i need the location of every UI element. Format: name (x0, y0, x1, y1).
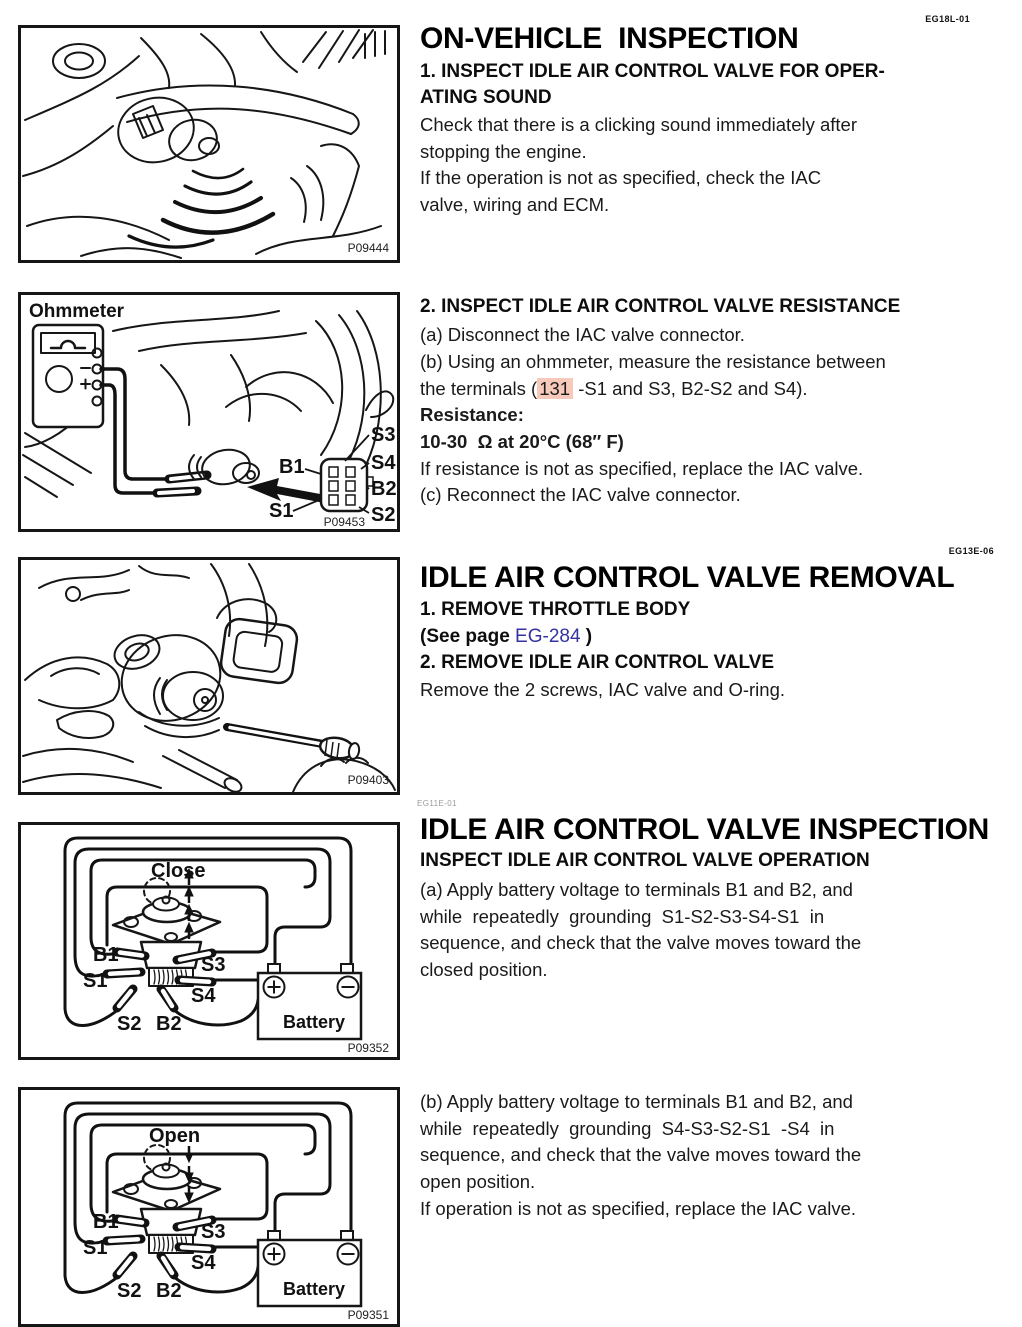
valve-removal-illustration (21, 560, 397, 792)
terminal-label-b1: B1 (93, 944, 119, 966)
terminal-label-b2: B2 (156, 1013, 182, 1035)
valve-direction-label: Close (151, 860, 206, 882)
terminal-label-b1: B1 (279, 456, 305, 478)
sound-waves-icon (129, 169, 273, 247)
terminal-label-s2: S2 (117, 1280, 142, 1302)
body-text: Check that there is a clicking sound immediately after stopping the engine. If the operation is not as specified, check the IAC valve, wiring and ECM. (420, 114, 858, 216)
text-after-highlight: -S1 and S3, B2-S2 and S4). (573, 378, 808, 399)
terminal-label-s4: S4 (191, 985, 216, 1007)
page-title: ON-VEHICLE INSPECTION (420, 22, 799, 55)
terminal-label-s4: S4 (371, 452, 396, 474)
terminal-label-s3: S3 (201, 954, 226, 976)
motion-arrows-down-icon (185, 1146, 193, 1202)
step-heading: 2. INSPECT IDLE AIR CONTROL VALVE RESISTANCE (420, 296, 901, 317)
terminal-label-s3: S3 (371, 424, 396, 446)
iac-connector (293, 435, 373, 513)
figure-panel-valve-close (18, 822, 400, 1060)
valve-close-diagram (21, 825, 397, 1057)
text-before-highlight: the terminals ( (420, 378, 538, 399)
step-heading: 2. REMOVE IDLE AIR CONTROL VALVE (420, 652, 774, 673)
body-text: (b) Using an ohmmeter, measure the resistance between (420, 351, 886, 372)
body-text: (b) Apply battery voltage to terminals B1 and B2, and while repeatedly grounding S4-S3-S2-S1 -S4 in sequence, and check that the valve moves toward the open position. If operation is not as specified, replace the IAC valve. (420, 1091, 862, 1219)
terminal-label-s2: S2 (117, 1013, 142, 1035)
body-text: (c) Reconnect the IAC valve connector. (420, 484, 741, 505)
valve-direction-label: Open (149, 1125, 201, 1147)
figure-panel-removal (18, 557, 400, 795)
spec-label: Resistance: (420, 404, 524, 425)
ohmmeter-illustration (21, 295, 397, 529)
engine-sound-illustration (21, 28, 397, 260)
body-text-with-highlight (420, 378, 808, 400)
body-text: (a) Disconnect the IAC valve connector. (420, 324, 745, 345)
body-text: If resistance is not as specified, replace the IAC valve. (420, 458, 864, 479)
terminal-label-b2: B2 (156, 1280, 182, 1302)
terminal-label-s1: S1 (83, 970, 108, 992)
body-text: Remove the 2 screws, IAC valve and O-ring. (420, 679, 786, 700)
step-heading: 1. INSPECT IDLE AIR CONTROL VALVE FOR OPER- ATING SOUND (420, 61, 885, 108)
screwdriver (227, 727, 360, 761)
terminal-label-s3: S3 (201, 1221, 226, 1243)
figure-code: P09444 (347, 241, 389, 255)
terminal-label-s1: S1 (83, 1237, 108, 1259)
step-heading: INSPECT IDLE AIR CONTROL VALVE OPERATION (420, 850, 870, 871)
figure-code: P09352 (347, 1041, 389, 1055)
figure-panel-operating-sound (18, 25, 400, 263)
terminal-label-b2: B2 (371, 478, 397, 500)
body-text: (a) Apply battery voltage to terminals B1 and B2, and while repeatedly grounding S1-S2-S3-S4-S1 in sequence, and check that the valve moves toward the closed position. (420, 879, 862, 981)
spec-value: 10-30 Ω at 20°C (68″ F) (420, 431, 624, 452)
test-lead-wires (101, 369, 169, 493)
see-page-text: ) (580, 626, 593, 647)
figure-code: P09403 (347, 773, 389, 787)
battery-label: Battery (283, 1012, 346, 1032)
terminal-label-s2: S2 (371, 504, 396, 526)
terminal-label-b1: B1 (93, 1211, 119, 1233)
figure-panel-ohmmeter (18, 292, 400, 532)
battery-label: Battery (283, 1279, 346, 1299)
valve-open-diagram (21, 1090, 397, 1324)
section-title: IDLE AIR CONTROL VALVE REMOVAL (420, 561, 955, 594)
terminal-label-s4: S4 (191, 1252, 216, 1274)
figure-panel-valve-open (18, 1087, 400, 1327)
ohmmeter-device (33, 325, 103, 427)
ohmmeter-label: Ohmmeter (29, 301, 125, 322)
see-page-text: (See page (420, 626, 516, 647)
section-title: IDLE AIR CONTROL VALVE INSPECTION (420, 813, 990, 846)
section-code: EG11E-01 (417, 799, 457, 808)
step-heading: 1. REMOVE THROTTLE BODY (420, 599, 691, 620)
section-code: EG13E-06 (948, 546, 994, 556)
figure-code: P09453 (323, 515, 365, 529)
see-page-line (420, 626, 592, 648)
section-code: EG18L-01 (925, 14, 970, 24)
terminal-label-s1: S1 (269, 500, 294, 522)
search-highlight: 131 (537, 378, 573, 399)
page-reference-link[interactable]: EG-284 (515, 626, 581, 647)
figure-code: P09351 (347, 1308, 389, 1322)
